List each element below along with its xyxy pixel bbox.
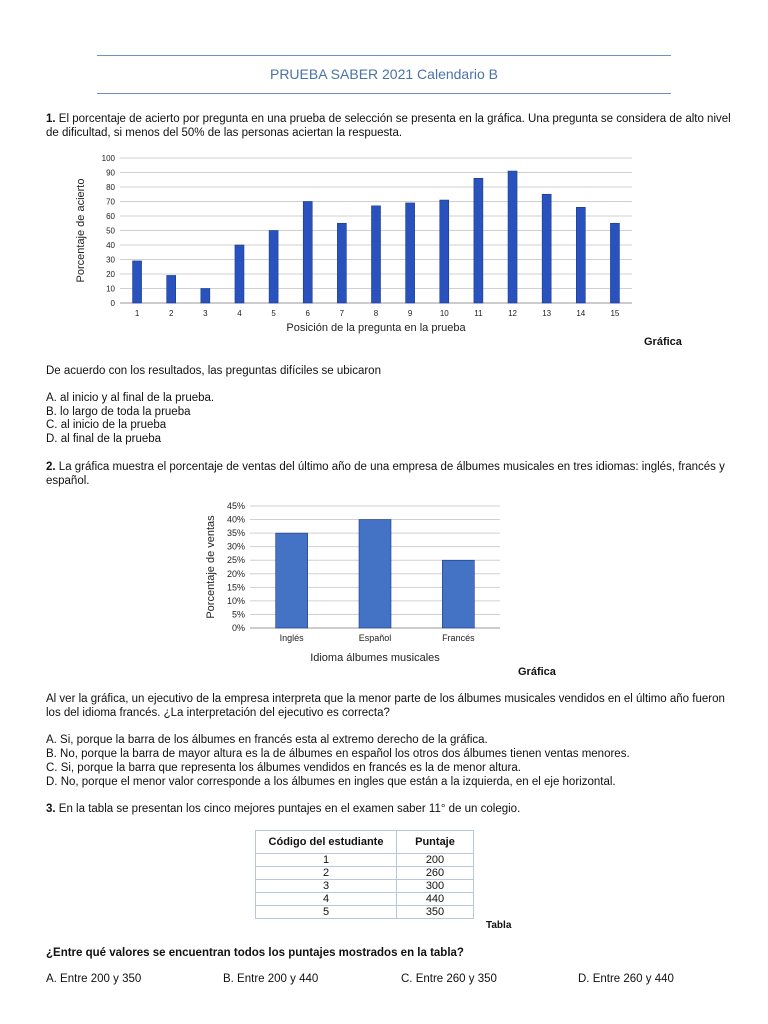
y-tick-label: 20% bbox=[226, 568, 245, 579]
x-tick-label: 5 bbox=[271, 309, 276, 318]
y-tick-label: 30% bbox=[226, 541, 245, 552]
table-cell: 350 bbox=[397, 906, 474, 919]
y-tick-label: 20 bbox=[106, 270, 115, 279]
q1-caption: Gráfica bbox=[644, 336, 682, 348]
bar bbox=[440, 200, 449, 303]
table-cell: 440 bbox=[397, 893, 474, 906]
q1-question: De acuerdo con los resultados, las preguntas difíciles se ubicaron bbox=[46, 365, 381, 377]
q3-number: 3. bbox=[46, 803, 56, 815]
bar bbox=[576, 207, 585, 303]
bar bbox=[235, 245, 244, 303]
bar bbox=[337, 223, 346, 303]
y-tick-label: 40% bbox=[226, 514, 245, 525]
bar bbox=[508, 171, 517, 303]
bar bbox=[442, 560, 474, 628]
q3-option-c: C. Entre 260 y 350 bbox=[401, 973, 497, 985]
y-tick-label: 10 bbox=[106, 284, 115, 294]
q2-option-c: C. Si, porque la barra que representa los álbumes vendidos en francés es la de menor altura. bbox=[46, 762, 521, 774]
y-tick-label: 50 bbox=[106, 226, 115, 236]
x-tick-label: 4 bbox=[237, 309, 242, 318]
table-cell: 1 bbox=[256, 854, 397, 867]
x-tick-label: 11 bbox=[474, 309, 483, 318]
x-axis-label: Posición de la pregunta en la prueba bbox=[286, 322, 466, 334]
q1-option-a: A. al inicio y al final de la prueba. bbox=[46, 392, 215, 404]
x-tick-label: 13 bbox=[542, 309, 552, 318]
y-tick-label: 70 bbox=[106, 197, 115, 207]
x-tick-label: 14 bbox=[576, 309, 586, 318]
x-tick-label: Inglés bbox=[279, 633, 304, 643]
y-axis-label: Porcentaje de ventas bbox=[205, 515, 217, 619]
x-tick-label: 1 bbox=[134, 309, 140, 318]
q1-option-c: C. al inicio de la prueba bbox=[46, 419, 167, 431]
q1-prompt bbox=[46, 112, 736, 140]
y-tick-label: 5% bbox=[231, 609, 245, 620]
q2-prompt-text: La gráfica muestra el porcentaje de ventas del último año de una empresa de álbumes musicales en tres idiomas: inglés, francés y español. bbox=[46, 461, 725, 487]
bar bbox=[201, 289, 210, 304]
chart-album-sales bbox=[200, 497, 510, 667]
page-title: PRUEBA SABER 2021 Calendario B bbox=[269, 66, 498, 82]
y-tick-label: 40 bbox=[106, 241, 115, 250]
x-tick-label: 12 bbox=[508, 309, 517, 318]
x-axis-label: Idioma álbumes musicales bbox=[310, 652, 440, 664]
chart-question-accuracy bbox=[70, 150, 650, 340]
x-tick-label: 9 bbox=[407, 309, 413, 318]
q2-caption: Gráfica bbox=[518, 666, 556, 678]
y-tick-label: 0 bbox=[110, 299, 115, 308]
bar bbox=[542, 194, 551, 303]
x-tick-label: 2 bbox=[168, 309, 174, 318]
y-tick-label: 15% bbox=[226, 582, 245, 593]
bar bbox=[269, 231, 278, 304]
q2-option-a: A. Si, porque la barra de los álbumes en francés esta al extremo derecho de la gráfica. bbox=[46, 734, 488, 746]
x-tick-label: 8 bbox=[373, 309, 379, 318]
scores-table bbox=[255, 830, 474, 919]
table-row bbox=[256, 906, 474, 919]
top-rule bbox=[97, 55, 671, 56]
q3-option-a: A. Entre 200 y 350 bbox=[46, 973, 142, 985]
q2-number: 2. bbox=[46, 461, 56, 473]
bar bbox=[303, 202, 312, 304]
table-cell: 5 bbox=[256, 906, 397, 919]
table-cell: 260 bbox=[397, 867, 474, 880]
bar bbox=[372, 206, 381, 303]
y-tick-label: 0% bbox=[231, 623, 245, 633]
bar bbox=[276, 533, 308, 628]
bar bbox=[610, 223, 619, 303]
x-tick-label: Español bbox=[358, 633, 392, 643]
y-tick-label: 45% bbox=[226, 501, 245, 511]
y-tick-label: 10% bbox=[226, 595, 245, 606]
q2-option-d: D. No, porque el menor valor corresponde a los álbumes en ingles que están a la izquierda, en el eje horizontal. bbox=[46, 776, 616, 788]
x-tick-label: 3 bbox=[203, 309, 208, 318]
table-cell: 2 bbox=[256, 867, 397, 880]
table-cell: 300 bbox=[397, 880, 474, 893]
y-tick-label: 100 bbox=[101, 154, 115, 163]
bar bbox=[167, 275, 176, 303]
x-tick-label: 6 bbox=[305, 309, 310, 318]
q2-question: Al ver la gráfica, un ejecutivo de la empresa interpreta que la menor parte de los álbumes musicales vendidos en el último año fueron los del idioma francés. ¿La interpretación del ejecutivo es correcta? bbox=[46, 693, 725, 719]
q3-prompt bbox=[46, 802, 736, 816]
y-tick-label: 60 bbox=[106, 212, 115, 221]
q3-prompt-text: En la tabla se presentan los cinco mejores puntajes en el examen saber 11° de un colegio. bbox=[58, 803, 521, 815]
x-tick-label: 15 bbox=[610, 309, 620, 318]
table-cell: 4 bbox=[256, 893, 397, 906]
q3-option-b: B. Entre 200 y 440 bbox=[223, 973, 319, 985]
table-cell: 200 bbox=[397, 854, 474, 867]
bar bbox=[133, 261, 142, 303]
y-tick-label: 30 bbox=[106, 255, 115, 265]
table-row bbox=[256, 893, 474, 906]
table-row bbox=[256, 854, 474, 867]
table-header-code: Código del estudiante bbox=[256, 831, 397, 854]
y-axis-label: Porcentaje de acierto bbox=[75, 178, 87, 283]
table-row bbox=[256, 880, 474, 893]
x-tick-label: 7 bbox=[339, 309, 345, 318]
table-header-row bbox=[256, 831, 474, 854]
y-tick-label: 25% bbox=[226, 555, 245, 566]
table-cell: 3 bbox=[256, 880, 397, 893]
bar bbox=[359, 520, 391, 628]
y-tick-label: 90 bbox=[106, 168, 115, 178]
x-tick-label: 10 bbox=[439, 309, 449, 318]
q1-option-b: B. lo largo de toda la prueba bbox=[46, 406, 191, 418]
q1-prompt-text: El porcentaje de acierto por pregunta en una prueba de selección se presenta en la gráfica. Una pregunta se considera de alto nivel de dificultad, si menos del 50% de las personas aciertan la respuesta. bbox=[46, 113, 731, 139]
bar bbox=[474, 178, 483, 303]
bar bbox=[406, 203, 415, 303]
q3-caption: Tabla bbox=[486, 920, 512, 931]
q2-prompt bbox=[46, 460, 736, 488]
q1-number: 1. bbox=[46, 113, 56, 125]
y-tick-label: 35% bbox=[226, 528, 245, 539]
q1-option-d: D. al final de la prueba bbox=[46, 433, 162, 445]
title-rule bbox=[97, 93, 671, 94]
q3-question: ¿Entre qué valores se encuentran todos los puntajes mostrados en la tabla? bbox=[46, 947, 464, 959]
x-tick-label: Francés bbox=[442, 633, 475, 643]
table-row bbox=[256, 867, 474, 880]
table-header-score: Puntaje bbox=[397, 831, 474, 854]
q2-option-b: B. No, porque la barra de mayor altura es la de álbumes en español los otros dos álbumes tienen ventas menores. bbox=[46, 748, 630, 760]
y-tick-label: 80 bbox=[106, 183, 115, 192]
q3-option-d: D. Entre 260 y 440 bbox=[578, 973, 674, 985]
